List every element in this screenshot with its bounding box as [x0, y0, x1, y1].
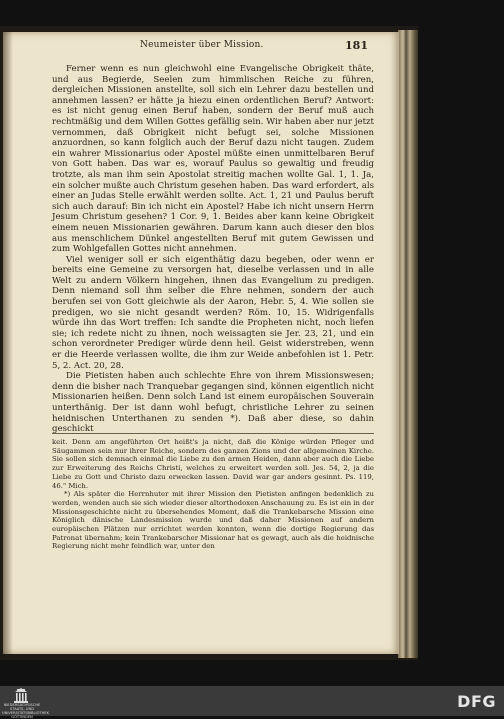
paragraph: Viel weniger soll er sich eigenthätig dazu begeben, oder wenn er bereits eine Gemeine zu versorgen hat, dieselbe verlassen und in alle Welt zu andern Völkern hingehen, ihnen das Evangelium zu predigen. Denn niemand soll ihm selber die Ehre nehmen, sondern der auch berufen sei von Gott gleichwie als der Aaron, Hebr. 5, 4. Wie sollen sie predigen, wo sie nicht gesandt werden? Röm. 10, 15. Widrigenfalls würde ihn das Wort treffen: Ich sandte die Propheten nicht, noch liefen sie; ich redete nicht zu ihnen, noch weissagten sie Jer. 23, 21, und ein schon verordneter Prediger würde denn heil. Geist widerstreben, wenn er die Heerde verlassen wollte, die ihm zur Weide anbefohlen ist 1. Petr. 5, 2. Act. 20, 28. [52, 254, 374, 371]
dfg-logo: DFG [457, 692, 496, 711]
footnote-separator [52, 433, 374, 434]
paragraph: Die Pietisten haben auch schlechte Ehre von ihrem Missionswesen; denn die bisher nach Tranquebar gegangen sind, können eigentlich nicht Missionarien heißen. Denn solch Land ist einem europäischen Souverain unterthänig. Der ist dann wohl befugt, christliche Lehrer zu seinen heidnischen Unterthanen zu senden *). Daß aber diese, so dahin geschickt [52, 371, 374, 435]
footnotes [52, 438, 374, 551]
footnote: *) Als später die Herrnhuter mit ihrer Mission den Pietisten anfingen bedenklich zu werden, wenden auch sie sich wieder dieser altorthodoxen Anschauung zu. Es ist ein in der Missionsgeschichte nicht zu übersehendes Moment, daß die Trankebarsche Mission eine Königlich dänische Landesmission wurde und daß daher Missionen auf andern europäischen Plätzen nur errichtet werden konnten, wenn die dortige Regierung das Patronat übernahm; kein Trankebarscher Missionar hat es gewagt, auch als die heidnische Regierung nicht mehr feindlich war, unter den [52, 490, 374, 551]
main-text [52, 64, 374, 435]
library-logo-text: NIEDERSÄCHSISCHE STAATS- UND UNIVERSITÄTSBIBLIOTHEK GÖTTINGEN [2, 703, 49, 719]
running-head [48, 40, 368, 56]
paragraph: Ferner wenn es nun gleichwohl eine Evangelische Obrigkeit thäte, und aus Begierde, Seelen zum himmlischen Reiche zu führen, dergleichen Missionen anstellte, soll sich ein Lehrer dazu bestellen und annehmen lassen? er hätte ja hiezu einen ordentlichen Beruf? Antwort: es ist nicht genug einen Beruf haben, sondern der Beruf muß auch rechtmäßig und dem Willen Gottes gefällig sein. Wir haben aber nur jetzt vernommen, daß Obrigkeit nicht befugt sei, solche Missionen anzuordnen, so kann folglich auch der Beruf dazu nicht taugen. Zudem ein wahrer Missionarius oder Apostel müßte einen unmittelbaren Beruf von Gott haben. Das war es, worauf Paulus so gewaltig und freudig trotzte, als man ihm sein Apostolat streitig machen wollte Gal. 1, 1. Ja, ein solcher mußte auch Christum gesehen haben. Das ward erfordert, als einer an Judas Stelle erwählt werden sollte. Act. 1, 21 und Paulus beruft sich auch darauf: Bin ich nicht ein Apostel? Habe ich nicht unsern Herrn Jesum Christum gesehen? 1 Cor. 9, 1. Beides aber kann keine Obrigkeit einem neuen Missionarien gewähren. Darum kann auch dieser den blos aus menschlichem Dünkel angestellten Beruf mit gutem Gewissen und zum Wohlgefallen Gottes nicht annehmen. [52, 64, 374, 255]
viewer-footer-bar [0, 686, 504, 716]
book-page-edges [398, 30, 418, 658]
running-head-title: Neumeister über Mission. [140, 40, 264, 50]
footnote: keit. Denn am angeführten Ort heißt's ja nicht, daß die Könige würden Pfleger und Säugammen sein nur ihrer Reiche, sondern des ganzen Zions und der allgemeinen Kirche. Sie sollen sich demnach einmal die Liebe zu den armen Heiden, dann aber auch die Liebe zur Erweiterung des Reichs Christi, welches zu erweitert werden soll. Jes. 54, 2, ja die Liebe zu Gott und Christo dazu erwecken lassen. David war gar anders gesinnt. Ps. 119, 46." Mich. [52, 438, 374, 490]
page-number: 181 [345, 39, 368, 52]
page-gutter-shadow [3, 32, 13, 654]
